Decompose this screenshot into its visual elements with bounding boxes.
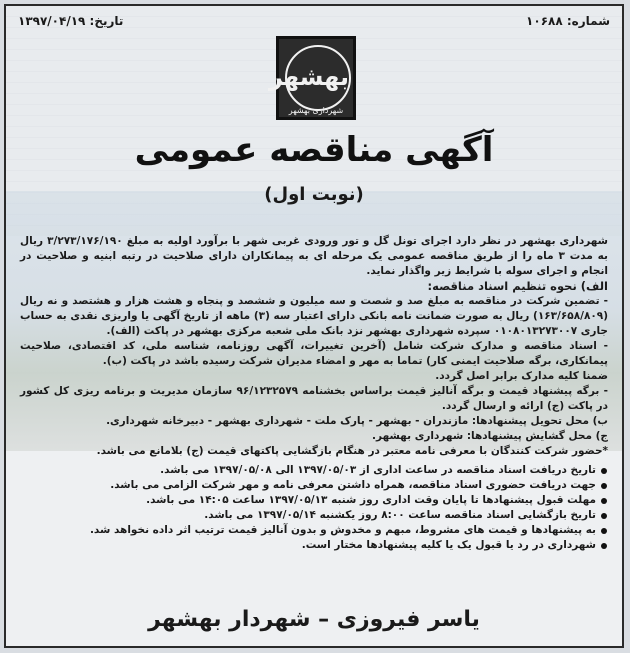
list-item: مهلت قبول پیشنهادها تا پایان وقت اداری روز شنبه ۱۳۹۷/۰۵/۱۳ ساعت ۱۴:۰۵ می باشد. — [20, 493, 608, 508]
signature-line: یاسر فیروزی – شهردار بهشهر — [148, 607, 480, 632]
letter-number: شماره: ۱۰۶۸۸ — [526, 14, 610, 28]
list-item: تاریخ دریافت اسناد مناقصه در ساعت اداری از ۱۳۹۷/۰۵/۰۳ الی ۱۳۹۷/۰۵/۰۸ می باشد. — [20, 463, 608, 478]
municipality-logo — [268, 36, 356, 120]
attendance-note: *حضور شرکت کنندگان با معرفی نامه معتبر در هنگام بازگشایی پاکتهای قیمت (ج) بلامانع می باشد. — [96, 445, 608, 457]
conditions-list — [20, 463, 608, 553]
logo-monogram: بهشهر — [285, 45, 351, 111]
notice-subtitle: (نوبت اول) — [264, 184, 364, 205]
logo-caption: شهرداری بهشهر — [288, 106, 344, 115]
list-item: به پیشنهادها و قیمت های مشروط، مبهم و مخدوش و بدون آنالیز قیمت ترتیب اثر داده نخواهد شد. — [20, 523, 608, 538]
section-b: ب) محل تحویل پیشنهادها: مازندران - بهشهر - پارک ملت - شهرداری بهشهر - دبیرخانه شهرداری. — [106, 415, 608, 427]
section-a-item: - برگه پیشنهاد قیمت و برگه آنالیز قیمت براساس بخشنامه ۹۶/۱۲۳۲۵۷۹ سازمان مدیریت و برنامه ریزی کل کشور در پاکت (ج) ارائه و ارسال گردد. — [20, 385, 608, 412]
header-meta — [18, 14, 610, 32]
section-a-item: - تضمین شرکت در مناقصه به مبلغ صد و شصت و سه میلیون و ششصد و پنجاه و هشت هزار و هشتصد و نه ریال (۱۶۳/۶۵۸/۸۰۹) ریال به صورت ضمانت نامه بانکی دارای اعتبار سه (۳) ماهه از تاریخ آگهی یا واریزی نقدی به حساب جاری ۰۱۰۸۰۱۳۲۷۳۰۰۷ سپرده شهرداری بهشهر نزد بانک ملی شعبه مرکزی بهشهر در پاکت (الف). — [20, 295, 608, 337]
letter-date: تاریخ: ۱۳۹۷/۰۴/۱۹ — [18, 14, 124, 28]
list-item: تاریخ بازگشایی اسناد مناقصه ساعت ۸:۰۰ روز یکشنبه ۱۳۹۷/۰۵/۱۴ می باشد. — [20, 508, 608, 523]
section-a-item: - اسناد مناقصه و مدارک شرکت شامل (آخرین تغییرات، آگهی روزنامه، شناسه ملی، کد اقتصادی، صلاحیت پیمانکاری، برگه صلاحیت ایمنی کار) تماما به مهر و امضاء مدیران شرکت رسیده باشد در پاکت (ب). — [20, 340, 608, 367]
section-c: ج) محل گشایش پیشنهادها: شهرداری بهشهر. — [372, 430, 608, 442]
notice-title: آگهی مناقصه عمومی — [134, 130, 494, 170]
section-a-item: ضمنا کلیه مدارک برابر اصل گردد. — [435, 370, 608, 382]
intro-paragraph: شهرداری بهشهر در نظر دارد اجرای تونل گل و تور ورودی غربی شهر با برآورد اولیه به مبلغ ۳/۲۷۳/۱۷۶/۱۹۰ ریال به مدت ۳ ماه را از طریق مناقصه عمومی یک مرحله ای به پیمانکاران دارای صلاحیت در رتبه ابنیه و صلاحیت در انجام و اجرای سوله با شرایط زیر واگذار نماید. — [20, 235, 608, 277]
list-item: جهت دریافت حضوری اسناد مناقصه، همراه داشتن معرفی نامه و مهر شرکت الزامی می باشد. — [20, 478, 608, 493]
tender-notice — [4, 4, 624, 648]
notice-body — [20, 234, 608, 553]
list-item: شهرداری در رد یا قبول یک یا کلیه پیشنهادها مختار است. — [20, 538, 608, 553]
section-a-heading: الف) نحوه تنظیم اسناد مناقصه: — [427, 279, 608, 293]
